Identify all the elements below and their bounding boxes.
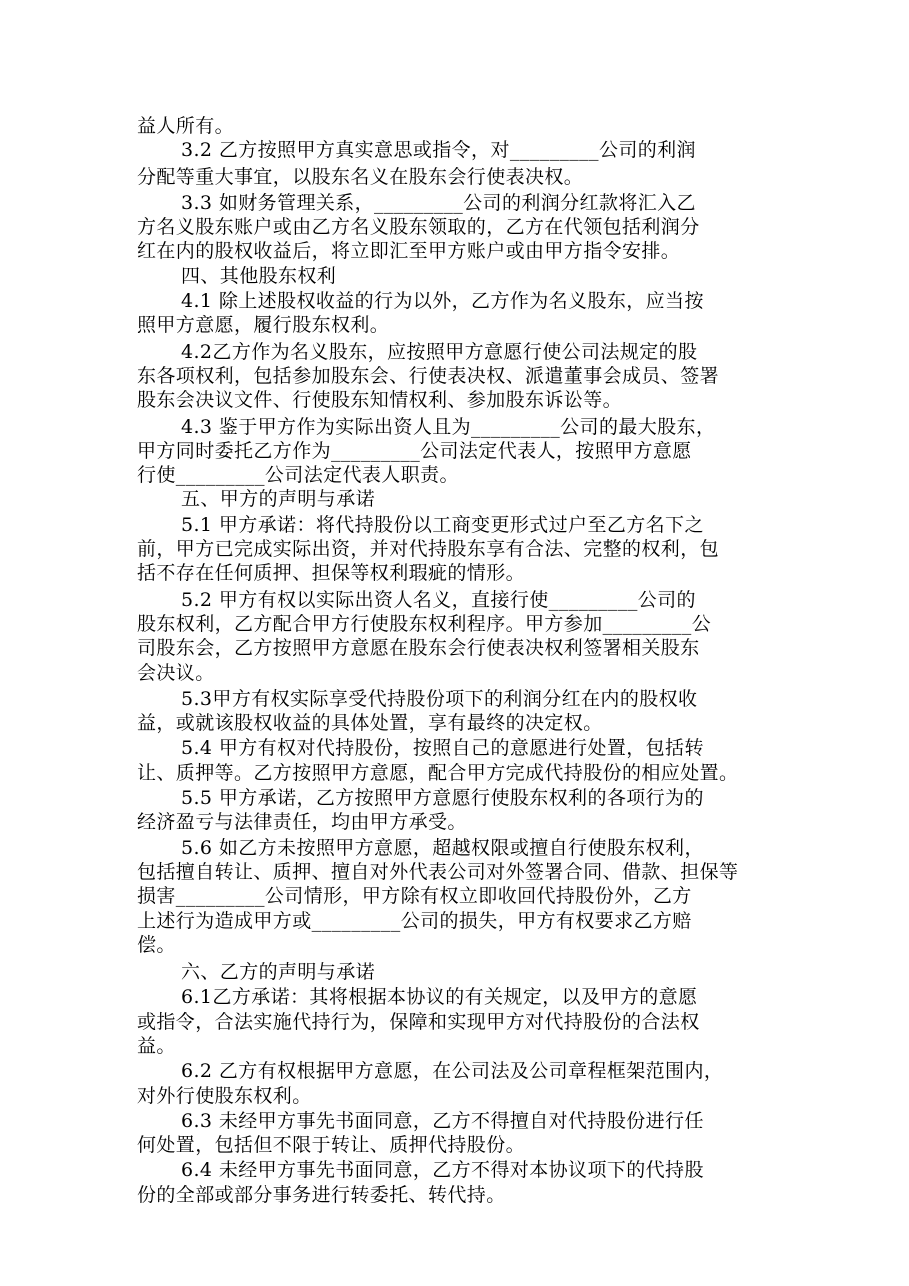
text-line: 4.3 鉴于甲方作为实际出资人且为_________公司的最大股东， [181,415,716,438]
text-line: 对外行使股东权利。 [137,1084,312,1107]
text-line: 六、乙方的声明与承诺 [181,961,376,984]
text-line: 包括擅自转让、质押、擅自对外代表公司对外签署合同、借款、担保等 [137,860,739,883]
document-body [137,114,777,1207]
text-line: 或指令，合法实施代持行为，保障和实现甲方对代持股份的合法权 [137,1010,700,1033]
text-line: 经济盈亏与法律责任，均由甲方承受。 [137,811,467,834]
text-line: 益。 [137,1034,176,1057]
text-line: 股东会决议文件、行使股东知情权利、参加股东诉讼等。 [137,389,623,412]
text-line: 四、其他股东权利 [181,264,337,287]
text-line: 5.4 甲方有权对代持股份，按照自己的意愿进行处置，包括转 [181,737,704,760]
text-line: 6.3 未经甲方事先书面同意，乙方不得擅自对代持股份进行任 [181,1109,704,1132]
text-line: 损害_________公司情形，甲方除有权立即收回代持股份外，乙方 [137,885,692,908]
text-line: 照甲方意愿，履行股东权利。 [137,314,390,337]
text-line: 益，或就该股权收益的具体处置，享有最终的决定权。 [137,712,603,735]
text-line: 何处置，包括但不限于转让、质押代持股份。 [137,1134,526,1157]
text-line: 甲方同时委托乙方作为_________公司法定代表人，按照甲方意愿 [137,439,692,462]
text-line: 会决议。 [137,661,215,684]
text-line: 5.6 如乙方未按照甲方意愿，超越权限或擅自行使股东权利， [181,836,704,859]
text-line: 前，甲方已完成实际出资，并对代持股东享有合法、完整的权利，包 [137,538,720,561]
text-line: 上述行为造成甲方或_________公司的损失，甲方有权要求乙方赔 [137,909,692,932]
text-line: 5.2 甲方有权以实际出资人名义，直接行使_________公司的 [181,588,696,611]
text-line: 偿。 [137,933,176,956]
text-line: 益人所有。 [137,115,235,137]
text-line: 份的全部或部分事务进行转委托、转代持。 [137,1183,506,1206]
text-line: 4.1 除上述股权收益的行为以外，乙方作为名义股东，应当按 [181,290,704,313]
text-line: 让、质押等。乙方按照甲方意愿，配合甲方完成代持股份的相应处置。 [137,761,739,784]
text-line: 括不存在任何质押、担保等权利瑕疵的情形。 [137,562,526,585]
text-line: 4.2乙方作为名义股东，应按照甲方意愿行使公司法规定的股 [181,340,698,363]
text-line: 司股东会，乙方按照甲方意愿在股东会行使表决权利签署相关股东 [137,637,700,660]
text-line: 方名义股东账户或由乙方名义股东领取的，乙方在代领包括利润分 [137,216,700,239]
text-line: 5.3甲方有权实际享受代持股份项下的利润分红在内的股权收 [181,687,698,710]
text-line: 股东权利，乙方配合甲方行使股东权利程序。甲方参加_________公 [137,612,712,635]
text-line: 6.1乙方承诺：其将根据本协议的有关规定，以及甲方的意愿 [181,986,698,1009]
text-line: 5.1 甲方承诺：将代持股份以工商变更形式过户至乙方名下之 [181,513,704,536]
text-line: 6.2 乙方有权根据甲方意愿，在公司法及公司章程框架范围内， [181,1060,724,1083]
text-line: 3.2 乙方按照甲方真实意思或指令，对_________公司的利润 [181,139,696,162]
text-line: 五、甲方的声明与承诺 [181,488,376,511]
text-line: 6.4 未经甲方事先书面同意，乙方不得对本协议项下的代持股 [181,1159,704,1182]
text-line: 3.3 如财务管理关系，_________公司的利润分红款将汇入乙 [181,191,696,214]
text-line: 分配等重大事宜，以股东名义在股东会行使表决权。 [137,165,584,188]
text-line: 5.5 甲方承诺，乙方按照甲方意愿行使股东权利的各项行为的 [181,787,704,810]
text-line: 行使_________公司法定代表人职责。 [137,464,459,487]
text-line: 红在内的股权收益后，将立即汇至甲方账户或由甲方指令安排。 [137,240,681,263]
text-line: 东各项权利，包括参加股东会、行使表决权、派遣董事会成员、签署 [137,364,720,387]
